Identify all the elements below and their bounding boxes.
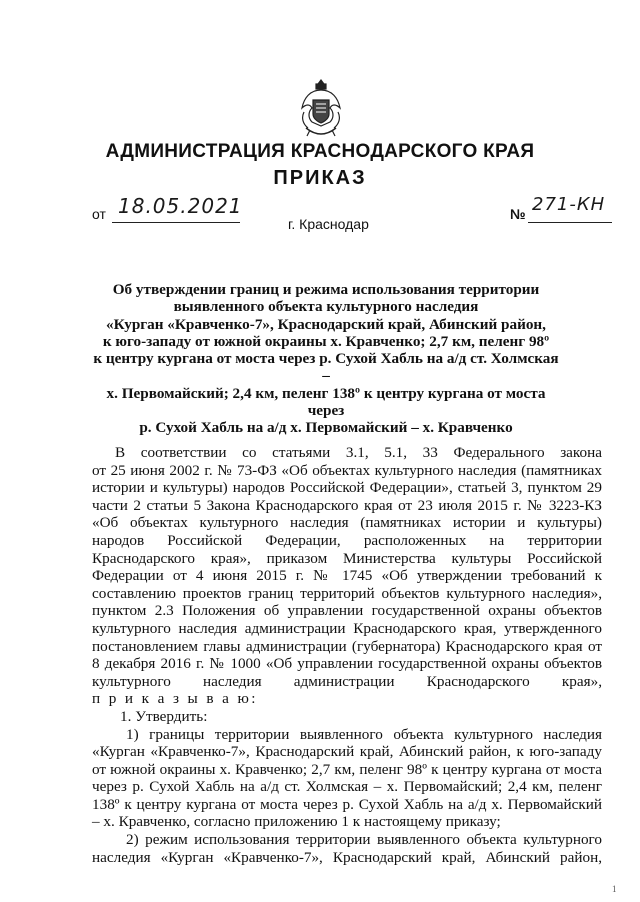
corner-mark: 1 [612, 884, 617, 894]
preamble-line: В соответствии со статьями 3.1, 5.1, 33 Федерального закона [115, 444, 602, 461]
title-line: р. Сухой Хабль на а/д х. Первомайский – х. Кравченко [139, 419, 513, 437]
title-line: выявленного объекта культурного наследия [173, 298, 479, 316]
order-word: п р и к а з ы в а ю: [92, 690, 258, 708]
preamble-line: части 2 статьи 5 Закона Краснодарского края от 23 июля 2015 г. № 3223-КЗ [92, 496, 602, 514]
preamble-line: «Об объектах культурного наследия (памятниках истории и культуры) [92, 514, 602, 532]
title-line: «Курган «Кравченко-7», Краснодарский край, Абинский район, [106, 315, 546, 333]
preamble-line: от 25 июня 2002 г. № 73-ФЗ «Об объектах культурного наследия (памятниках [92, 461, 602, 479]
title-line: х. Первомайский; 2,4 км, пеленг 138º к центру кургана от моста через [106, 384, 546, 420]
item-1-2-line: наследия «Курган «Кравченко-7», Краснодарский край, Абинский район, [92, 848, 602, 866]
preamble-line: Краснодарского края», приказом Министерства культуры Российской [92, 549, 602, 567]
document-title [92, 281, 560, 437]
title-line: Об утверждении границ и режима использования территории [112, 281, 540, 298]
number-underline [528, 222, 612, 223]
item-1-1-line: через р. Сухой Хабль на а/д ст. Холмская – х. Первомайский; 2,4 км, пеленг [92, 778, 602, 796]
preamble-line: культурного наследия администрации Краснодарского края», [92, 672, 602, 690]
document-type: ПРИКАЗ [273, 167, 367, 189]
date-underline [112, 222, 240, 223]
organization-name: АДМИНИСТРАЦИЯ КРАСНОДАРСКОГО КРАЯ [105, 141, 535, 162]
city: г. Краснодар [288, 216, 369, 232]
preamble-line: пунктом 2.3 Положения об управлении государственной охраны объектов [92, 602, 602, 620]
item-1-2-line: 2) режим использования территории выявленного объекта культурного [126, 831, 602, 849]
number-handwritten: 271-КН [532, 194, 606, 215]
item-1-1-line: «Курган «Кравченко-7», Краснодарский край, Абинский район, к юго-западу [92, 743, 602, 761]
preamble-line: постановлением главы администрации (губернатора) Краснодарского края от [92, 637, 602, 655]
number-prefix: № [510, 206, 526, 222]
item-1-1-line: – х. Кравченко, согласно приложению 1 к настоящему приказу; [92, 813, 501, 831]
item-1-1-line: от южной окраины х. Кравченко; 2,7 км, пеленг 98º к центру кургана от моста [92, 760, 602, 778]
title-line: к центру кургана от моста через р. Сухой Хабль на а/д ст. Холмская – [93, 350, 559, 385]
preamble-line: культурного наследия администрации Краснодарского края, утвержденного [92, 619, 602, 637]
coat-of-arms-icon [296, 78, 346, 138]
item-1-1-line: 138º к центру кургана от моста через р. Сухой Хабль на а/д х. Первомайский [92, 795, 602, 813]
preamble-line: Федерации от 4 июня 2015 г. № 1745 «Об утверждении требований к [92, 567, 602, 585]
item-1-1-line: 1) границы территории выявленного объекта культурного наследия [126, 725, 602, 743]
preamble-line: 8 декабря 2016 г. № 1000 «Об управлении государственной охраны объектов [92, 655, 602, 673]
preamble-line: составлению проектов границ территорий объектов культурного наследия», [92, 584, 602, 602]
date-prefix: от [92, 206, 106, 222]
item-1-heading: 1. Утвердить: [120, 707, 208, 725]
title-line: к юго-западу от южной окраины х. Кравченко; 2,7 км, пеленг 98º [102, 332, 550, 350]
date-handwritten: 18.05.2021 [118, 194, 243, 218]
preamble-line: народов Российской Федерации, расположенных на территории [92, 531, 602, 549]
preamble-line: истории и культуры) народов Российской Федерации», статьей 3, пунктом 29 [92, 479, 602, 497]
document-body [92, 444, 602, 866]
